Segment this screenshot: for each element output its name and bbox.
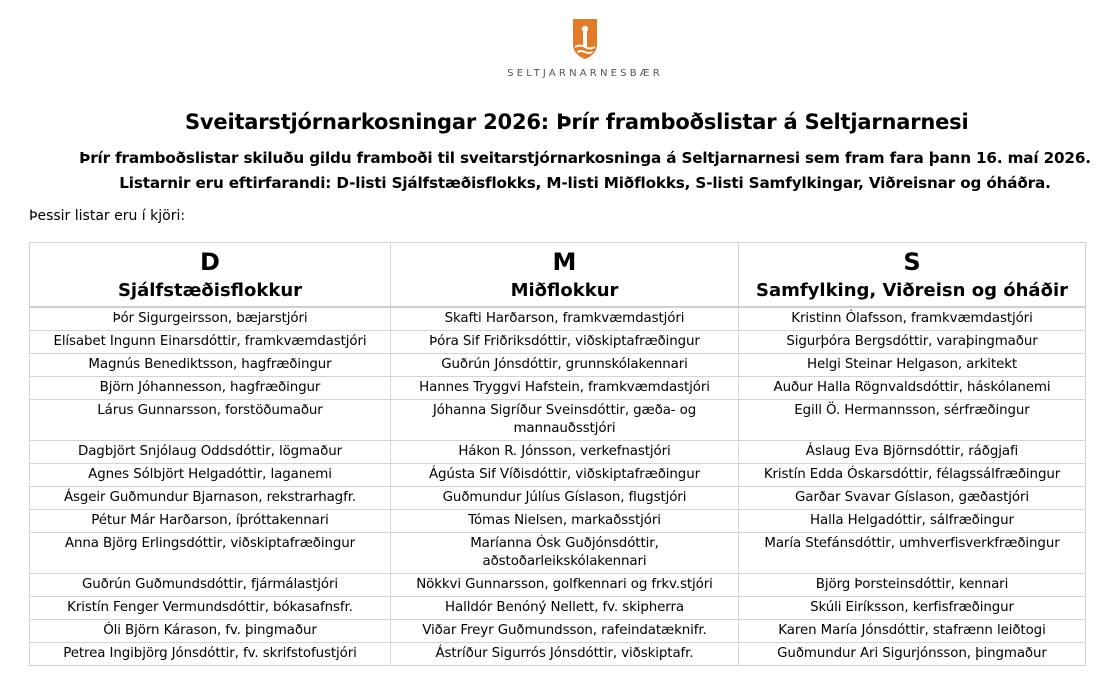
- candidate-cell: Hákon R. Jónsson, verkefnastjóri: [391, 441, 739, 464]
- party-name: Miðflokkur: [510, 280, 619, 301]
- list-letter: D: [200, 248, 220, 276]
- candidate-cell: Björn Jóhannesson, hagfræðingur: [30, 377, 391, 400]
- candidate-cell: Sigurþóra Bergsdóttir, varaþingmaður: [739, 331, 1086, 354]
- list-letter: S: [903, 248, 921, 276]
- candidate-cell: Áslaug Eva Björnsdóttir, ráðgjafi: [739, 441, 1086, 464]
- candidate-cell: Lárus Gunnarsson, forstöðumaður: [30, 400, 391, 441]
- seltjarnarnes-crest-icon: [572, 18, 598, 60]
- table-row: [30, 533, 1086, 574]
- candidate-cell: Nökkvi Gunnarsson, golfkennari og frkv.stjóri: [391, 574, 739, 597]
- table-row: [30, 574, 1086, 597]
- table-row: [30, 400, 1086, 441]
- table-row: [30, 441, 1086, 464]
- table-row: [30, 487, 1086, 510]
- table-row: [30, 510, 1086, 533]
- table-row: [30, 620, 1086, 643]
- candidate-cell: Óli Björn Kárason, fv. þingmaður: [30, 620, 391, 643]
- table-row: [30, 354, 1086, 377]
- list-letter: M: [552, 248, 577, 276]
- candidate-cell: Viðar Freyr Guðmundsson, rafeindatæknifr.: [391, 620, 739, 643]
- table-row: [30, 643, 1086, 666]
- municipality-name: SELTJARNARNESBÆR: [507, 68, 663, 79]
- candidate-cell: Helgi Steinar Helgason, arkitekt: [739, 354, 1086, 377]
- candidate-cell: Kristín Edda Óskarsdóttir, félagssálfræðingur: [739, 464, 1086, 487]
- municipality-logo: [0, 18, 1114, 79]
- table-row: [30, 307, 1086, 331]
- intro-text: Þessir listar eru í kjöri:: [29, 208, 186, 224]
- candidate-cell: Garðar Svavar Gíslason, gæðastjóri: [739, 487, 1086, 510]
- party-name: Samfylking, Viðreisn og óháðir: [755, 280, 1068, 301]
- candidate-cell: Skúli Eiríksson, kerfisfræðingur: [739, 597, 1086, 620]
- list-header-s: [739, 243, 1086, 308]
- candidate-cell: Karen María Jónsdóttir, stafrænn leiðtogi: [739, 620, 1086, 643]
- candidate-cell: Maríanna Ósk Guðjónsdóttir, aðstoðarleikskólakennari: [391, 533, 739, 574]
- candidate-cell: Ásgeir Guðmundur Bjarnason, rekstrarhagfr.: [30, 487, 391, 510]
- candidate-cell: Guðrún Jónsdóttir, grunnskólakennari: [391, 354, 739, 377]
- candidate-cell: Egill Ö. Hermannsson, sérfræðingur: [739, 400, 1086, 441]
- table-row: [30, 597, 1086, 620]
- candidate-cell: Ástríður Sigurrós Jónsdóttir, viðskiptafr.: [391, 643, 739, 666]
- table-header-row: [30, 243, 1086, 308]
- candidate-cell: Tómas Nielsen, markaðsstjóri: [391, 510, 739, 533]
- candidate-cell: Halla Helgadóttir, sálfræðingur: [739, 510, 1086, 533]
- candidate-cell: Guðmundur Júlíus Gíslason, flugstjóri: [391, 487, 739, 510]
- candidate-cell: Pétur Már Harðarson, íþróttakennari: [30, 510, 391, 533]
- candidate-cell: Guðmundur Ari Sigurjónsson, þingmaður: [739, 643, 1086, 666]
- candidate-cell: Anna Björg Erlingsdóttir, viðskiptafræðingur: [30, 533, 391, 574]
- candidate-cell: Jóhanna Sigríður Sveinsdóttir, gæða- og mannauðsstjóri: [391, 400, 739, 441]
- candidate-cell: Skafti Harðarson, framkvæmdastjóri: [391, 307, 739, 331]
- subtitle-line-1: Þrír framboðslistar skiluðu gildu framboði til sveitarstjórnarkosninga á Seltjarnarnesi sem fram fara þann 16. maí 2026.: [79, 149, 1091, 167]
- candidate-cell: Kristinn Ólafsson, framkvæmdastjóri: [739, 307, 1086, 331]
- candidate-cell: Auður Halla Rögnvaldsdóttir, háskólanemi: [739, 377, 1086, 400]
- list-header-m: [391, 243, 739, 308]
- candidate-cell: Guðrún Guðmundsdóttir, fjármálastjóri: [30, 574, 391, 597]
- subtitle-line-2: Listarnir eru eftirfarandi: D-listi Sjálfstæðisflokks, M-listi Miðflokks, S-listi Samfylkingar, Viðreisnar og óháðra.: [119, 174, 1051, 192]
- candidate-cell: Agnes Sólbjört Helgadóttir, laganemi: [30, 464, 391, 487]
- list-header-d: [30, 243, 391, 308]
- candidate-cell: Kristín Fenger Vermundsdóttir, bókasafnsfr.: [30, 597, 391, 620]
- candidate-cell: Elísabet Ingunn Einarsdóttir, framkvæmdastjóri: [30, 331, 391, 354]
- candidate-cell: Petrea Ingibjörg Jónsdóttir, fv. skrifstofustjóri: [30, 643, 391, 666]
- party-name: Sjálfstæðisflokkur: [117, 280, 303, 301]
- table-row: [30, 377, 1086, 400]
- candidate-cell: Dagbjört Snjólaug Oddsdóttir, lögmaður: [30, 441, 391, 464]
- table-row: [30, 331, 1086, 354]
- candidate-cell: Magnús Benediktsson, hagfræðingur: [30, 354, 391, 377]
- candidate-cell: Þóra Sif Friðriksdóttir, viðskiptafræðingur: [391, 331, 739, 354]
- candidate-cell: Þór Sigurgeirsson, bæjarstjóri: [30, 307, 391, 331]
- table-row: [30, 464, 1086, 487]
- candidate-lists-table: [29, 242, 1086, 666]
- page-title: Sveitarstjórnarkosningar 2026: Þrír framboðslistar á Seltjarnarnesi: [185, 110, 969, 134]
- candidate-cell: María Stefánsdóttir, umhverfisverkfræðingur: [739, 533, 1086, 574]
- candidate-cell: Halldór Benóný Nellett, fv. skipherra: [391, 597, 739, 620]
- candidate-cell: Björg Þorsteinsdóttir, kennari: [739, 574, 1086, 597]
- candidate-cell: Ágústa Sif Víðisdóttir, viðskiptafræðingur: [391, 464, 739, 487]
- candidate-cell: Hannes Tryggvi Hafstein, framkvæmdastjóri: [391, 377, 739, 400]
